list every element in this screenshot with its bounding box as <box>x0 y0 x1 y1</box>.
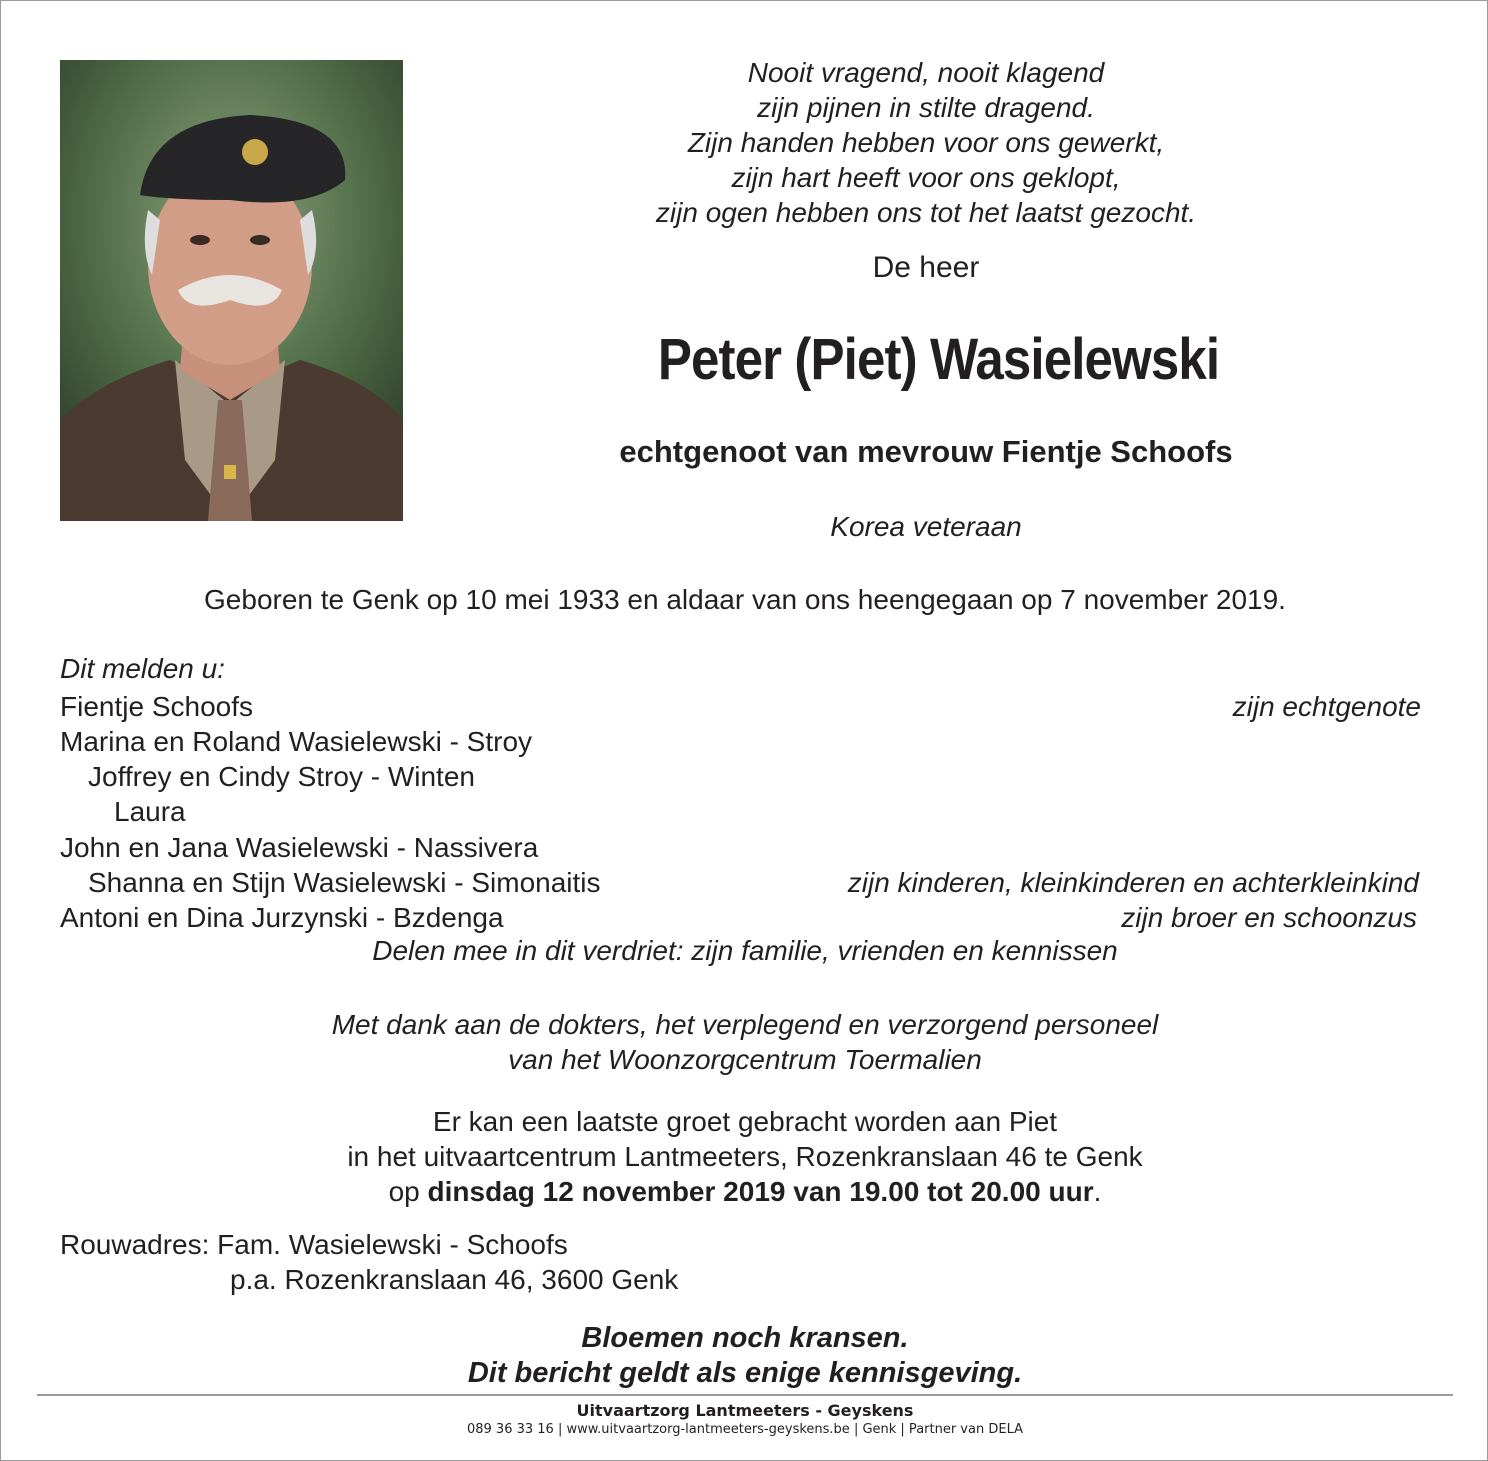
thanks-block <box>41 1007 1449 1077</box>
poem-line: zijn hart heeft voor ons geklopt, <box>731 162 1121 193</box>
honorific-title: De heer <box>872 251 980 284</box>
relation-label: zijn broer en schoonzus <box>1121 902 1417 933</box>
share-line: Delen mee in dit verdriet: zijn familie, vrienden en kennissen <box>372 935 1118 966</box>
announcer-row: Fientje Schoofs <box>60 691 253 722</box>
visitation-time: dinsdag 12 november 2019 van 19.00 tot 20.00 uur <box>427 1176 1094 1207</box>
closing-line: Dit bericht geldt als enige kennisgeving. <box>467 1357 1023 1389</box>
mourning-address-line: Rouwadres: Fam. Wasielewski - Schoofs <box>60 1229 568 1260</box>
announcers-intro: Dit melden u: <box>60 653 225 684</box>
announcer-row: Laura <box>114 796 186 827</box>
visitation-suffix: . <box>1093 1176 1102 1207</box>
honor-line: Korea veteraan <box>830 511 1022 542</box>
poem <box>541 55 1311 230</box>
poem-line: zijn pijnen in stilte dragend. <box>757 92 1095 123</box>
announcer-row: John en Jana Wasielewski - Nassivera <box>60 832 539 863</box>
announcer-row: Antoni en Dina Jurzynski - Bzdenga <box>60 902 504 933</box>
announcer-row: Shanna en Stijn Wasielewski - Simonaitis <box>88 867 601 898</box>
mourning-address-line: p.a. Rozenkranslaan 46, 3600 Genk <box>230 1264 679 1295</box>
closing-block <box>41 1321 1449 1391</box>
visitation-line: in het uitvaartcentrum Lantmeeters, Rozenkranslaan 46 te Genk <box>347 1141 1143 1172</box>
thanks-line: van het Woonzorgcentrum Toermalien <box>508 1044 982 1075</box>
birth-death-line: Geboren te Genk op 10 mei 1933 en aldaar van ons heengegaan op 7 november 2019. <box>204 584 1286 615</box>
visitation-block <box>41 1104 1449 1209</box>
portrait-photo <box>60 60 403 521</box>
portrait-illustration <box>60 60 403 521</box>
funeral-contact: 089 36 33 16 | www.uitvaartzorg-lantmeeters-geyskens.be | Genk | Partner van DELA <box>466 1422 1024 1437</box>
announcer-row: Marina en Roland Wasielewski - Stroy <box>60 726 533 757</box>
spouse-line: echtgenoot van mevrouw Fientje Schoofs <box>619 434 1233 469</box>
thanks-line: Met dank aan de dokters, het verplegend en verzorgend personeel <box>331 1009 1159 1040</box>
announcer-row: Joffrey en Cindy Stroy - Winten <box>88 761 475 792</box>
poem-line: zijn ogen hebben ons tot het laatst gezocht. <box>655 197 1197 228</box>
funeral-company: Uitvaartzorg Lantmeeters - Geyskens <box>576 1401 914 1420</box>
poem-line: Zijn handen hebben voor ons gewerkt, <box>687 127 1165 158</box>
relation-label: zijn kinderen, kleinkinderen en achterkleinkind <box>847 867 1419 898</box>
visitation-prefix: op <box>388 1176 428 1207</box>
poem-line: Nooit vragend, nooit klagend <box>747 57 1105 88</box>
relation-label: zijn echtgenote <box>1232 691 1421 722</box>
footer-divider <box>37 1394 1453 1396</box>
visitation-time-line <box>41 1174 1449 1209</box>
visitation-line: Er kan een laatste groet gebracht worden aan Piet <box>432 1106 1058 1137</box>
closing-line: Bloemen noch kransen. <box>581 1322 909 1354</box>
deceased-name: Peter (Piet) Wasielewski <box>657 327 1220 392</box>
